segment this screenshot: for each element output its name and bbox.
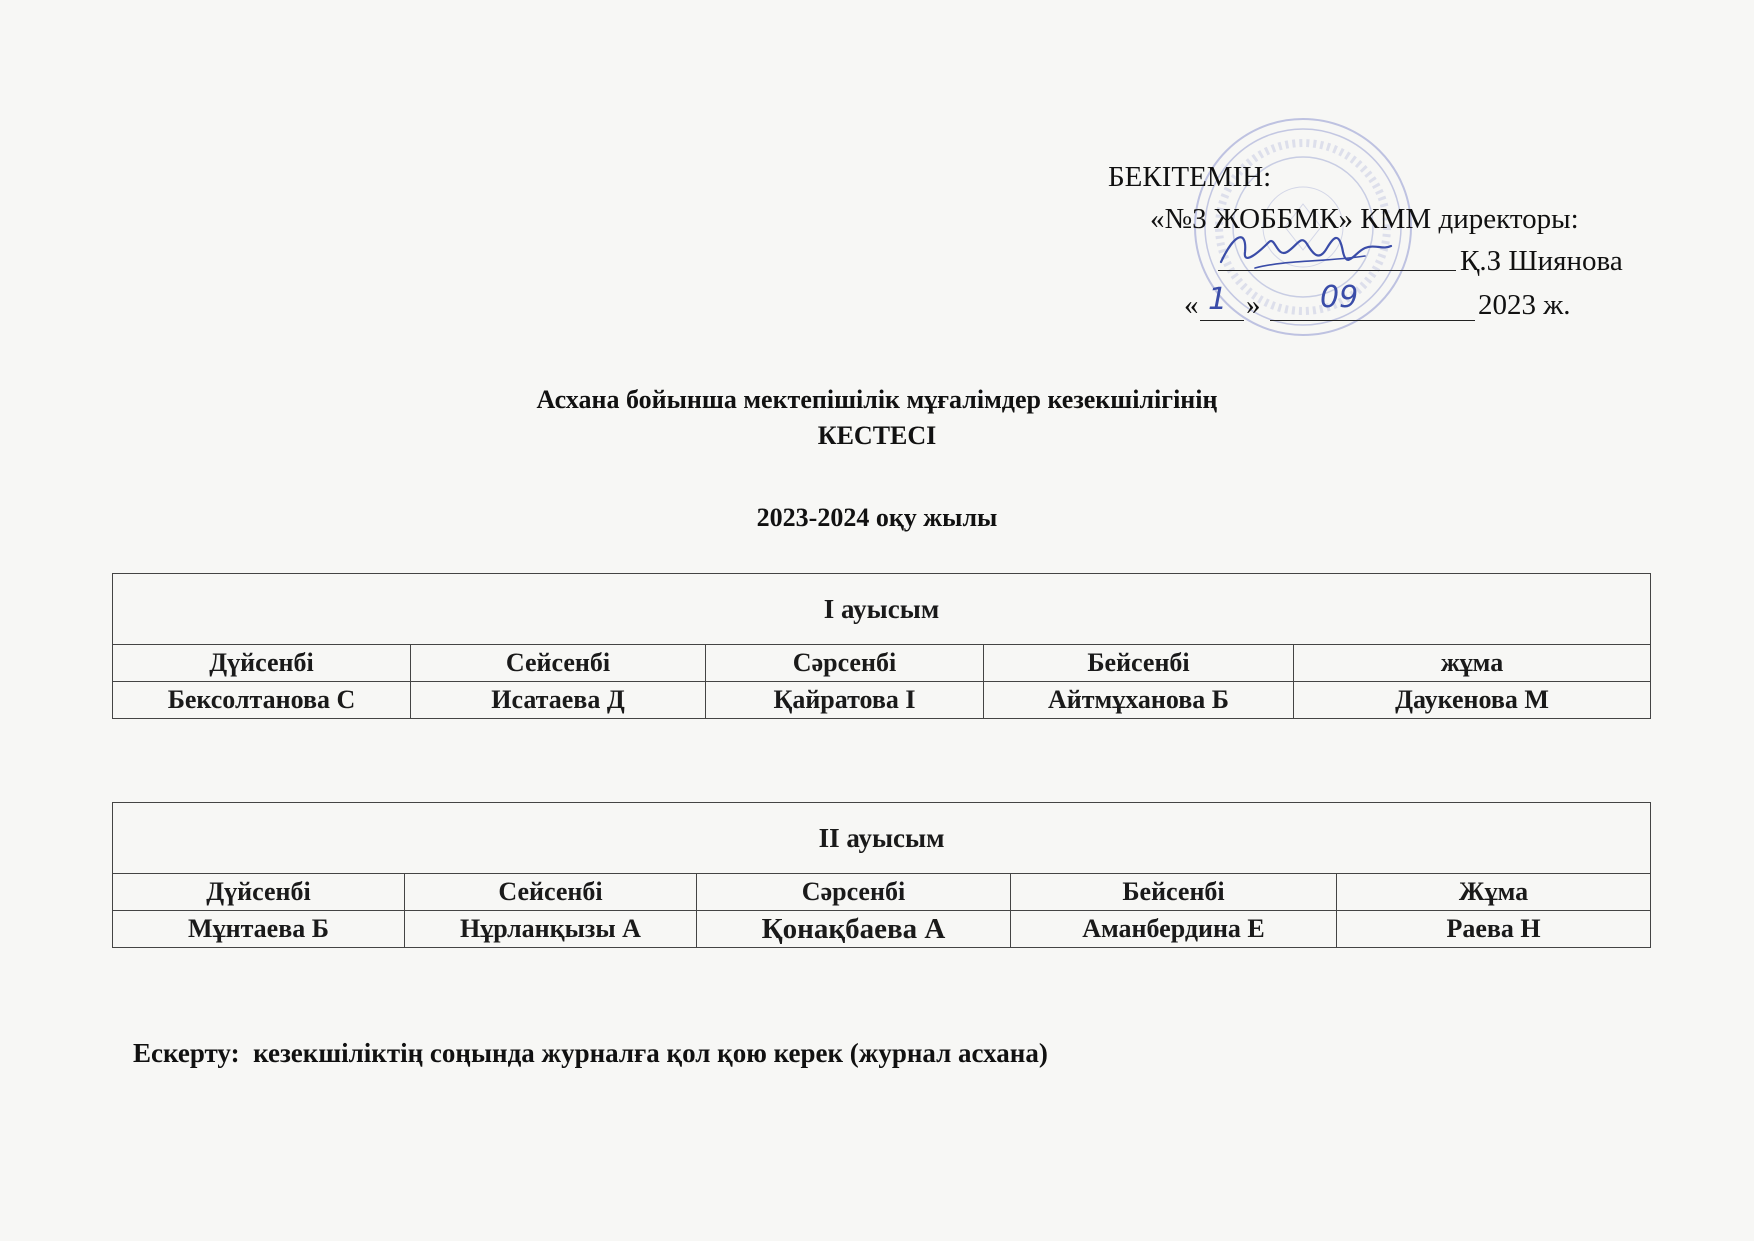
footnote — [133, 1038, 1048, 1069]
day-tuesday: Сейсенбі — [411, 645, 706, 682]
shift-1-title: І ауысым — [113, 574, 1651, 645]
day-monday: Дүйсенбі — [113, 645, 411, 682]
document-title-kestesi: КЕСТЕСІ — [817, 421, 937, 450]
teacher-friday: Даукенова М — [1294, 682, 1651, 719]
shift-2-title: ІІ ауысым — [113, 803, 1651, 874]
date-day-line — [1200, 320, 1244, 321]
date-month-line — [1270, 320, 1475, 321]
date-month: 09 — [1320, 280, 1359, 315]
footnote-label: Ескерту: — [133, 1038, 240, 1068]
document-title: Асхана бойынша мектепішілік мұғалімдер кезекшілігінің — [536, 385, 1218, 414]
footnote-text: кезекшіліктің соңында журналға қол қою керек (журнал асхана) — [253, 1038, 1048, 1068]
day-friday: жұма — [1294, 645, 1651, 682]
shift-2-table — [112, 802, 1651, 948]
approval-heading: БЕКІТЕМІН: — [1108, 161, 1272, 193]
teacher-tuesday: Исатаева Д — [411, 682, 706, 719]
teacher-tuesday: Нұрланқызы А — [405, 911, 697, 948]
date-year: 2023 ж. — [1478, 289, 1571, 321]
day-monday: Дүйсенбі — [113, 874, 405, 911]
teacher-wednesday: Қайратова І — [706, 682, 984, 719]
teacher-monday: Бексолтанова С — [113, 682, 411, 719]
day-tuesday: Сейсенбі — [405, 874, 697, 911]
day-wednesday: Сәрсенбі — [697, 874, 1011, 911]
day-thursday: Бейсенбі — [1011, 874, 1337, 911]
approval-position: «№3 ЖОББМК» КММ директоры: — [1150, 203, 1579, 235]
shift-1-table — [112, 573, 1651, 719]
teacher-wednesday: Қонақбаева А — [697, 911, 1011, 948]
date-quote-close: » — [1246, 289, 1261, 321]
academic-year: 2023-2024 оқу жылы — [756, 503, 998, 532]
teacher-thursday: Айтмұханова Б — [984, 682, 1294, 719]
day-wednesday: Сәрсенбі — [706, 645, 984, 682]
date-quote-open: « — [1184, 289, 1199, 321]
director-name: Қ.З Шиянова — [1460, 245, 1623, 277]
teacher-thursday: Аманбердина Е — [1011, 911, 1337, 948]
day-thursday: Бейсенбі — [984, 645, 1294, 682]
teacher-monday: Мұнтаева Б — [113, 911, 405, 948]
day-friday: Жұма — [1337, 874, 1651, 911]
date-day: 1 — [1208, 282, 1228, 317]
director-signature — [1215, 222, 1395, 276]
teacher-friday: Раева Н — [1337, 911, 1651, 948]
